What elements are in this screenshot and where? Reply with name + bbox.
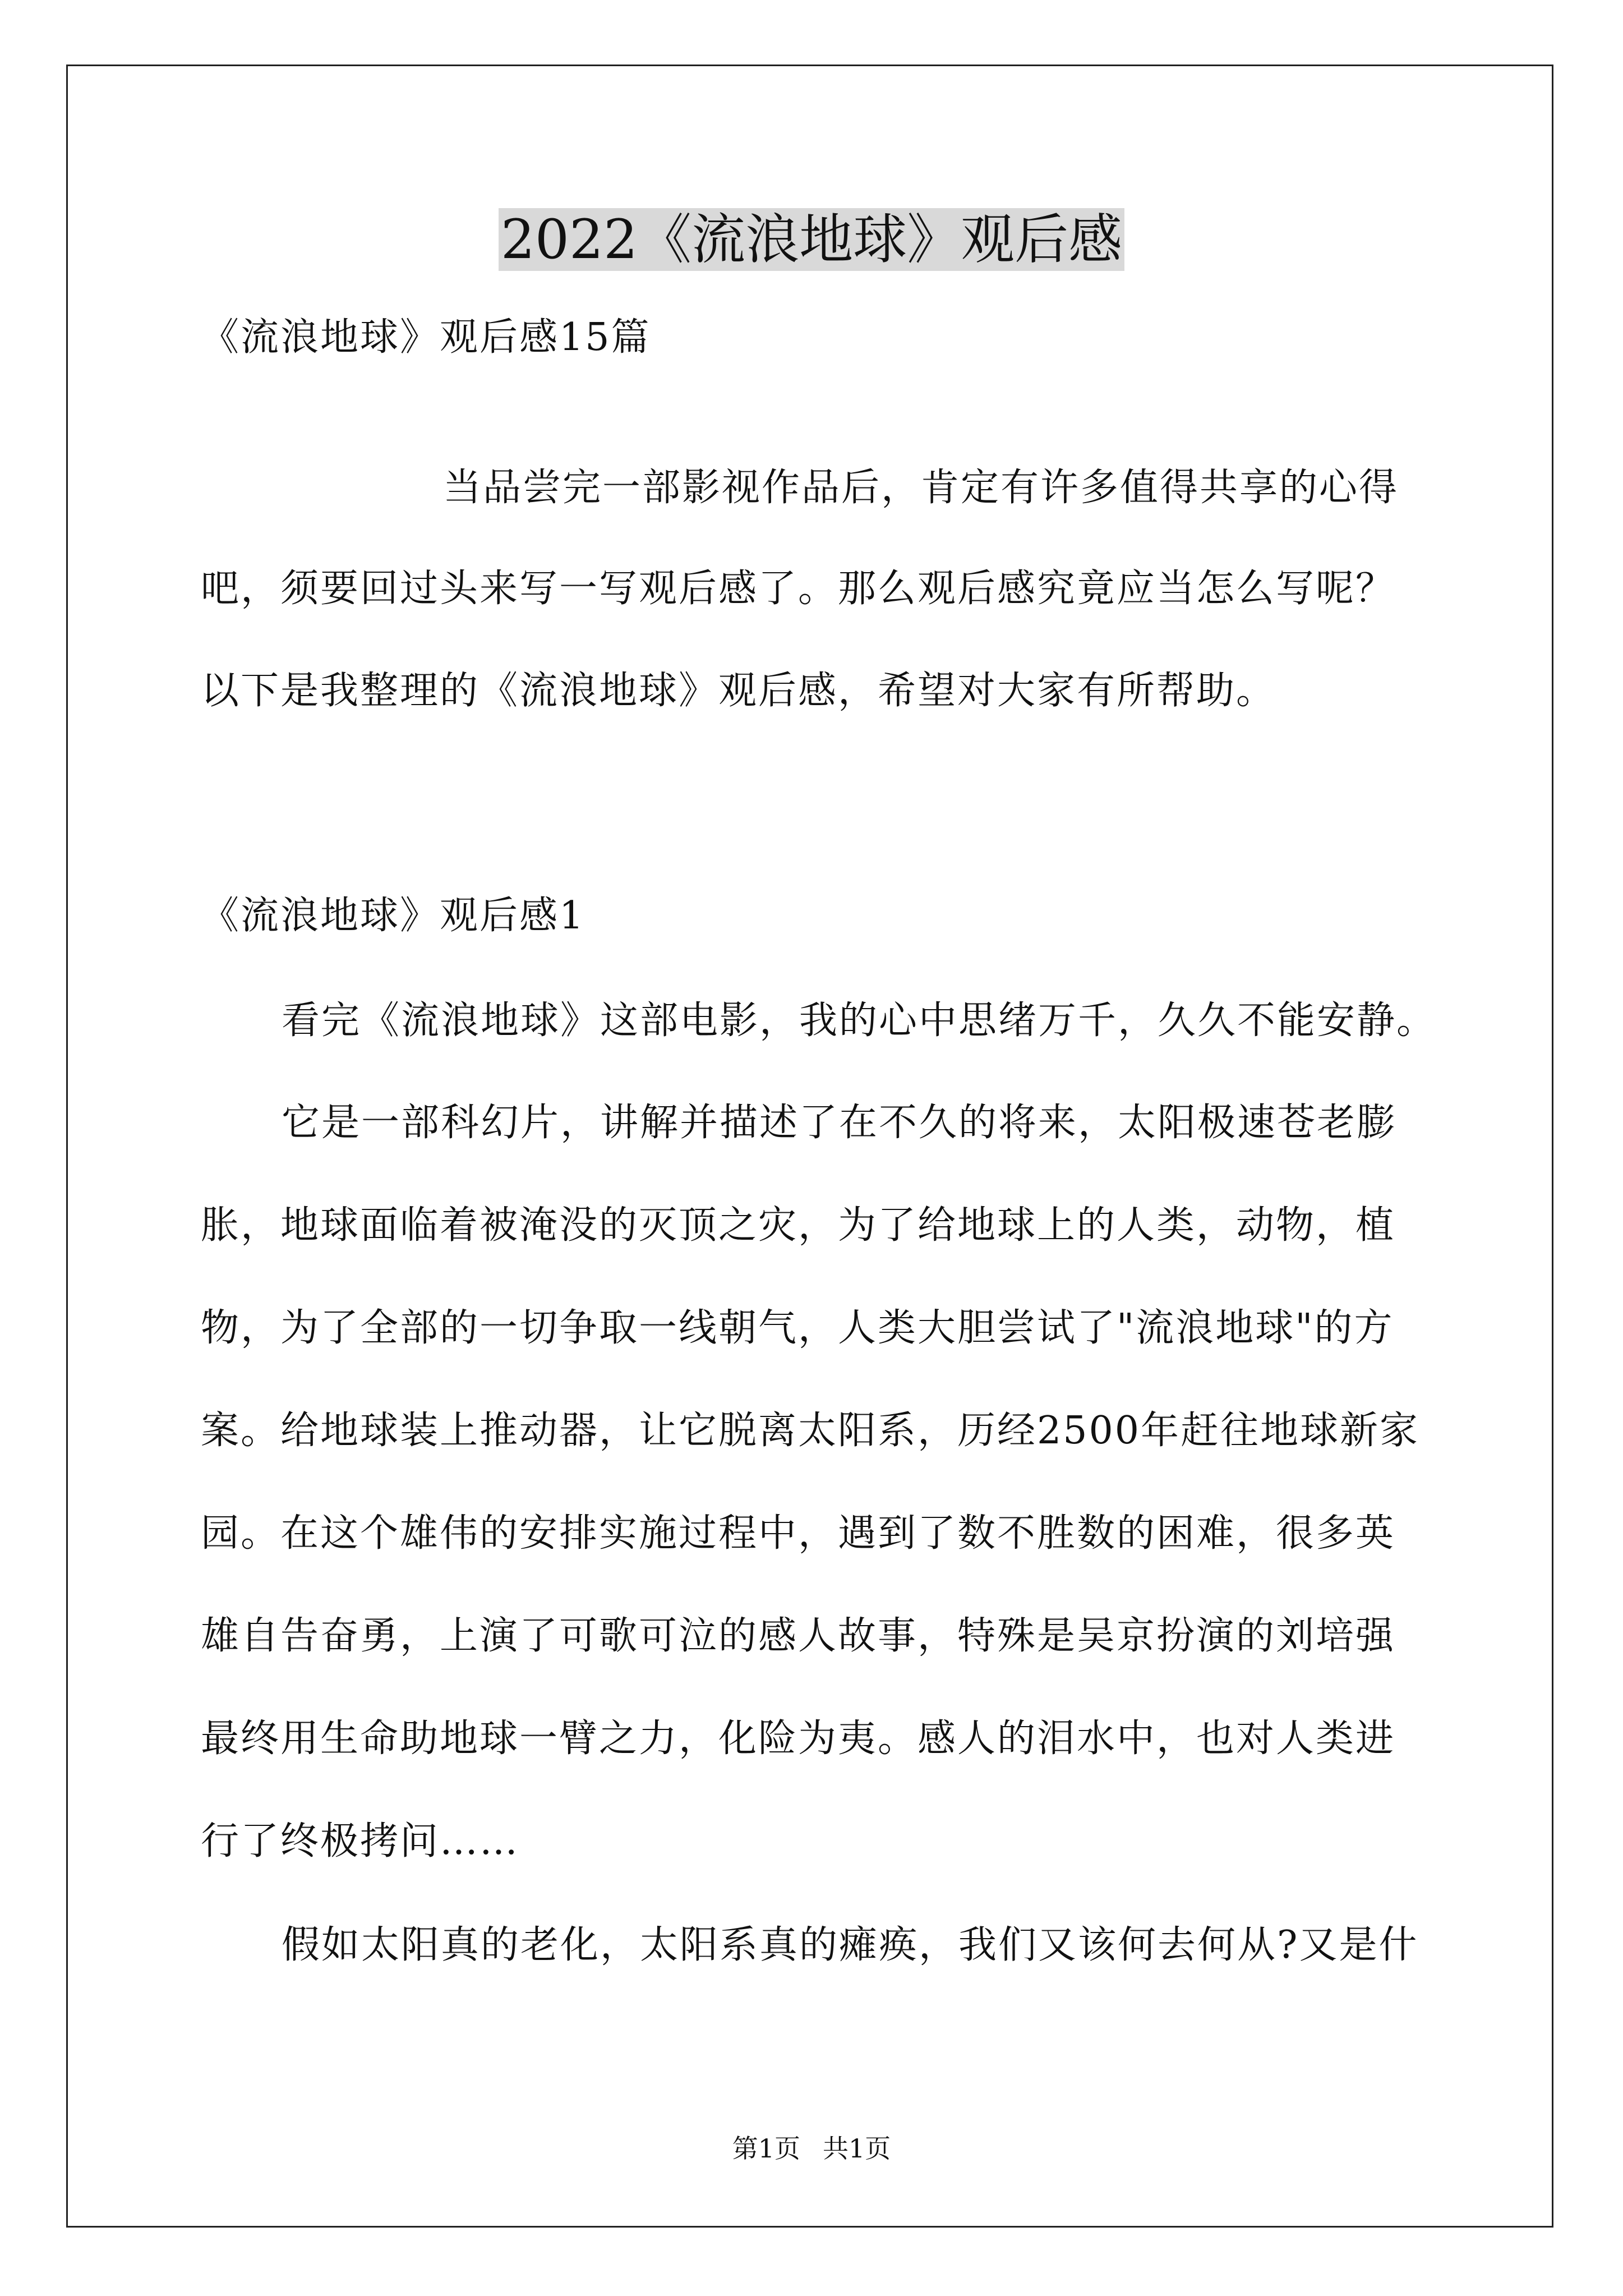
document-title [0, 203, 1623, 276]
page-current: 第1页 [732, 2133, 800, 2164]
body-line: 案。给地球装上推动器，让它脱离太阳系，历经2500年赶往地球新家 [201, 1409, 1420, 1453]
subtitle: 《流浪地球》观后感15篇 [201, 315, 651, 360]
title-text: 2022《流浪地球》观后感 [499, 208, 1124, 271]
body-line: 它是一部科幻片，讲解并描述了在不久的将来，太阳极速苍老膨 [282, 1101, 1397, 1145]
body-line: 物，为了全部的一切争取一线朝气，人类大胆尝试了"流浪地球"的方 [201, 1306, 1394, 1350]
body-line: 行了终极拷问…… [201, 1819, 520, 1864]
body-line: 雄自告奋勇，上演了可歌可泣的感人故事，特殊是吴京扮演的刘培强 [201, 1614, 1396, 1658]
body-line: 最终用生命助地球一臂之力，化险为夷。感人的泪水中，也对人类进 [201, 1717, 1396, 1761]
body-line: 园。在这个雄伟的安排实施过程中，遇到了数不胜数的困难，很多英 [201, 1511, 1396, 1556]
body-line: 假如太阳真的老化，太阳系真的瘫痪，我们又该何去何从?又是什 [282, 1923, 1419, 1967]
intro-line: 吧，须要回过头来写一写观后感了。那么观后感究竟应当怎么写呢？ [201, 567, 1396, 611]
intro-line: 当品尝完一部影视作品后，肯定有许多值得共享的心得 [443, 466, 1399, 510]
page-total: 共1页 [823, 2133, 891, 2164]
body-line: 胀，地球面临着被淹没的灭顶之灾，为了给地球上的人类，动物，植 [201, 1203, 1396, 1248]
intro-line: 以下是我整理的《流浪地球》观后感，希望对大家有所帮助。 [201, 669, 1276, 713]
section-heading: 《流浪地球》观后感1 [201, 894, 585, 938]
page-footer [0, 2132, 1623, 2165]
body-line: 看完《流浪地球》这部电影，我的心中思绪万千，久久不能安静。 [282, 999, 1437, 1043]
